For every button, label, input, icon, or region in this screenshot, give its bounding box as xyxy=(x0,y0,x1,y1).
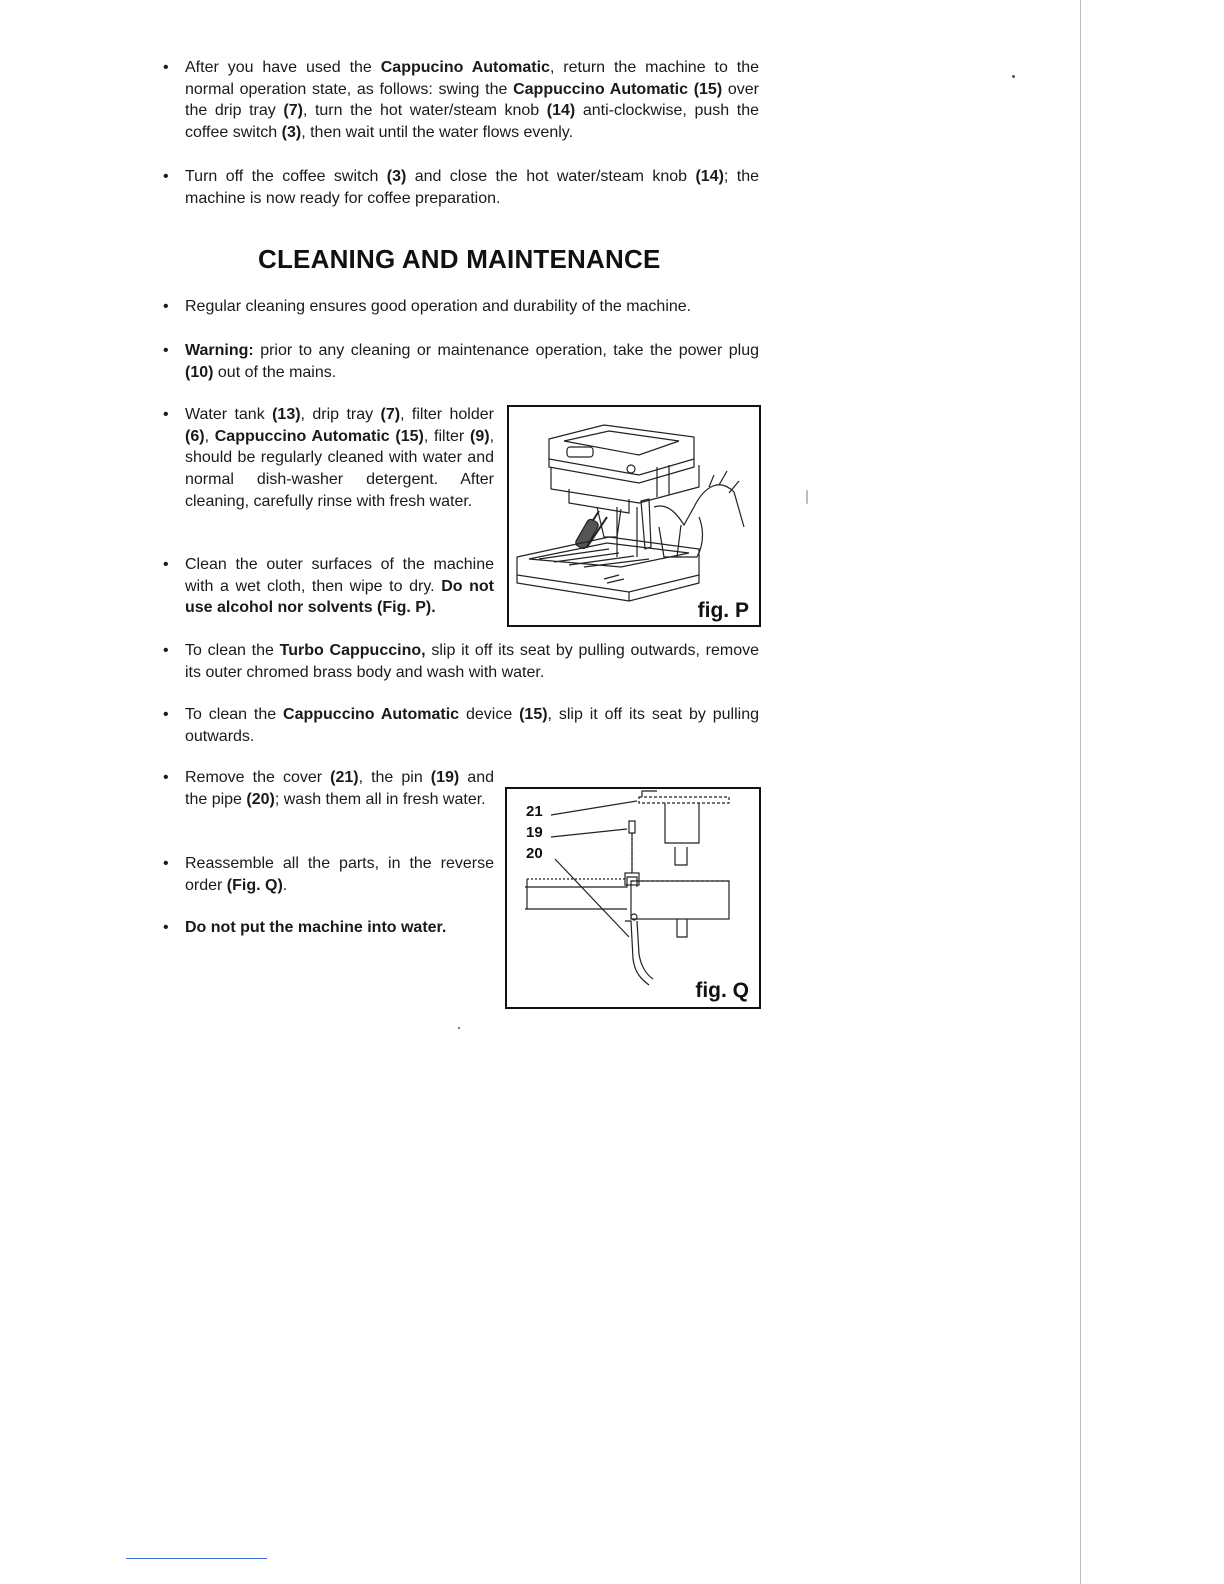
espresso-machine-illustration xyxy=(509,407,759,625)
figure-q xyxy=(505,787,761,1009)
bullet-text: Regular cleaning ensures good operation and durability of the machine. xyxy=(185,298,692,315)
scan-speck xyxy=(806,490,808,504)
bullet-text: Clean the outer surfaces of the machine with a wet cloth, then wipe to dry. Do not use alcohol nor solvents (Fig. P). xyxy=(185,556,494,617)
bullet-dot: • xyxy=(163,168,169,185)
bullet-dot: • xyxy=(163,406,169,423)
bullet-text: To clean the Turbo Cappuccino, slip it off its seat by pulling outwards, remove its outer chromed brass body and wash with water. xyxy=(185,642,760,681)
bullet-dot: • xyxy=(163,855,169,872)
bullet-dot: • xyxy=(163,706,169,723)
cappuccino-device-exploded-diagram xyxy=(507,789,759,1007)
bullet-text: Turn off the coffee switch (3) and close the hot water/steam knob (14); the machine is now ready for coffee preparation. xyxy=(185,168,759,207)
footnote-rule xyxy=(126,1558,267,1559)
callout-21: 21 xyxy=(526,803,543,820)
bullet-dot: • xyxy=(163,556,169,573)
bullet-text: Warning: prior to any cleaning or maintenance operation, take the power plug (10) out of the mains. xyxy=(185,342,759,381)
bullet-text: To clean the Cappuccino Automatic device (15), slip it off its seat by pulling outwards. xyxy=(185,706,760,745)
figure-q-label: fig. Q xyxy=(695,979,749,1002)
page-edge-rule xyxy=(1080,0,1081,1584)
bullet-text: Water tank (13), drip tray (7), filter holder (6), Cappuccino Automatic (15), filter (9), should be regularly cleaned with water and normal dish-washer detergent. After cleaning, carefully rinse with fresh water. xyxy=(185,406,495,510)
scan-speck xyxy=(458,1027,460,1029)
bullet-text: Do not put the machine into water. xyxy=(185,919,447,936)
callout-19: 19 xyxy=(526,824,543,841)
bullet-dot: • xyxy=(163,642,169,659)
bullet-dot: • xyxy=(163,342,169,359)
figure-p xyxy=(507,405,761,627)
bullet-dot: • xyxy=(163,769,169,786)
bullet-text: After you have used the Cappucino Automatic, return the machine to the normal operation state, as follows: swing the Cappuccino Automatic (15) over the drip tray (7), turn the hot water/steam knob (14) anti-clockwise, push the coffee switch (3), then wait until the water flows evenly. xyxy=(185,59,759,142)
bullet-dot: • xyxy=(163,298,169,315)
bullet-text: Reassemble all the parts, in the reverse order (Fig. Q). xyxy=(185,855,494,894)
bullet-dot: • xyxy=(163,59,169,76)
figure-p-label: fig. P xyxy=(697,599,749,622)
bullet-text: Remove the cover (21), the pin (19) and the pipe (20); wash them all in fresh water. xyxy=(185,769,495,808)
scan-speck xyxy=(1012,75,1015,78)
bullet-dot: • xyxy=(163,919,169,936)
section-heading: CLEANING AND MAINTENANCE xyxy=(258,244,661,274)
callout-20: 20 xyxy=(526,845,543,862)
